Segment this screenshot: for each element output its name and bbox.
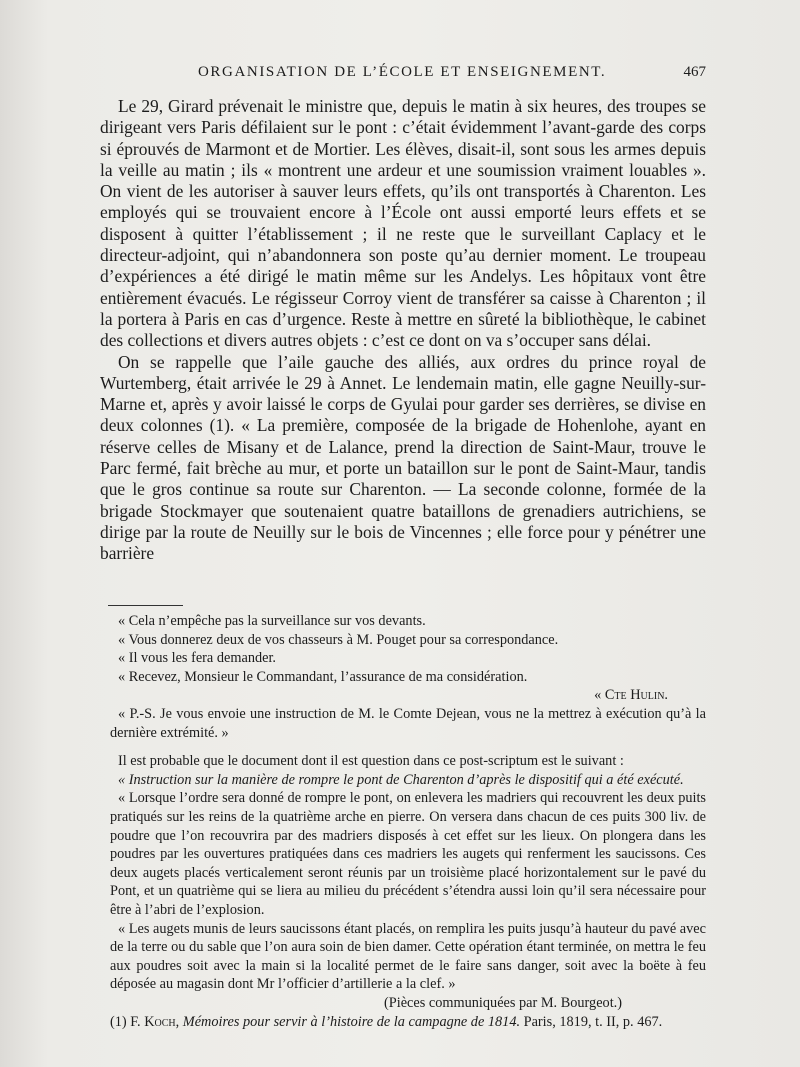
footnotes	[110, 612, 706, 1032]
footnote-title: Mémoires pour servir à l’histoire de la campagne de 1814.	[182, 1014, 521, 1031]
page-number: 467	[683, 64, 706, 80]
running-title: ORGANISATION DE L’ÉCOLE ET ENSEIGNEMENT.	[198, 64, 607, 80]
instruction-paragraph: « Les augets munis de leurs saucissons étant placés, on remplira les puits jusqu’à hauteur du pavé avec de la terre ou du sable que l’on aura soin de bien damer. Cette opération étant terminée, on mettra le feu aux poudres soit avec la main si la localité permet de le faire sans danger, soit avec la boëte à feu déposée au magasin dont Mr l’officier d’artillerie a la clef. »	[110, 920, 706, 993]
document-intro: Il est probable que le document dont il est question dans ce post-scriptum est le suivant :	[118, 753, 624, 770]
footnote-citation: Paris, 1819, t. II, p. 467.	[523, 1014, 663, 1031]
footnote-divider	[108, 605, 183, 606]
main-text	[100, 96, 706, 565]
letter-line: « Il vous les fera demander.	[118, 650, 277, 667]
instruction-title-text: « Instruction sur la manière de rompre le pont de Charenton d’après le dispositif qui a été exécuté.	[118, 771, 684, 788]
running-header	[100, 64, 706, 86]
letter-line: « Cela n’empêche pas la surveillance sur vos devants.	[118, 613, 426, 629]
body-paragraph: On se rappelle que l’aile gauche des alliés, aux ordres du prince royal de Wurtemberg, était arrivée le 29 à Annet. Le lendemain matin, elle gagne Neuilly-sur-Marne et, après y avoir laissé le corps de Gyulai pour garder ses derrières, se divise en deux colonnes (1). « La première, composée de la brigade de Hohenlohe, ayant en réserve celles de Misany et de Lalance, prend la direction de Saint-Maur, trouve le Parc fermé, fait brèche au mur, et porte un bataillon sur le pont de Saint-Maur, tandis que le gros continue sa route sur Charenton. — La seconde colonne, formée de la brigade Stockmayer que soutenaient quatre bataillons de grenadiers autrichiens, se dirige par la route de Neuilly sur le bois de Vincennes ; elle force pour y pénétrer une barrière	[100, 351, 706, 564]
letter-line: « Recevez, Monsieur le Commandant, l’assurance de ma considération.	[118, 668, 528, 685]
footnote	[110, 1013, 706, 1032]
spacer	[110, 742, 706, 752]
letter-line: « Vous donnerez deux de vos chasseurs à M. Pouget pour sa correspondance.	[118, 631, 559, 648]
source-note: (Pièces communiquées par M. Bourgeot.)	[384, 994, 622, 1011]
letter-signature: « Cte Hulin.	[594, 687, 668, 704]
footnote-author: (1) F. Koch,	[110, 1014, 180, 1031]
instruction-title	[110, 771, 706, 790]
instruction-paragraph: « Lorsque l’ordre sera donné de rompre le pont, on enlevera les madriers qui recouvrent les deux puits pratiqués sur les reins de la quatrième arche en pierre. On versera dans chacun de ces puits 300 liv. de poudre que l’on recouvrira par des madriers disposés à cet effet sur les lieux. On plongera dans les poudres par les ouvertures pratiquées dans ces madriers les augets qui renferment les saucissons. Ces deux augets placés verticalement seront réunis par un troisième placé horizontalement sur le pavé du Pont, et un quatrième qui se liera au milieu du précédent s’étendra aussi loin qu’il sera nécessaire pour être à l’abri de l’explosion.	[110, 790, 706, 918]
body-paragraph: Le 29, Girard prévenait le ministre que, depuis le matin à six heures, des troupes se dirigeant vers Paris défilaient sur le pont : c’était évidemment l’avant-garde des corps si éprouvés de Marmont et de Mortier. Les élèves, disait-il, sont sous les armes depuis la veille au matin ; ils « montrent une ardeur et une soumission vraiment louables ». On vient de les autoriser à sauver leurs effets, qu’ils ont transportés à Charenton. Les employés qui se trouvaient encore à l’École ont aussi emporté leurs effets et se disposent à quitter l’établissement ; il ne reste que le surveillant Caplacy et le directeur-adjoint, qui n’abandonnera son poste qu’au dernier moment. Le troupeau d’expériences a été dirigé le matin même sur les Andelys. Les hôpitaux vont être entièrement évacués. Le régisseur Corroy vient de transférer sa caisse à Charenton ; il la portera à Paris en cas d’urgence. Reste à mettre en sûreté la bibliothèque, le cabinet des collections et divers autres objets : c’est ce dont on va s’occuper sans délai.	[100, 96, 706, 351]
letter-postscript: « P.-S. Je vous envoie une instruction de M. le Comte Dejean, vous ne la mettrez à exécution qu’à la dernière extrémité. »	[110, 705, 706, 741]
